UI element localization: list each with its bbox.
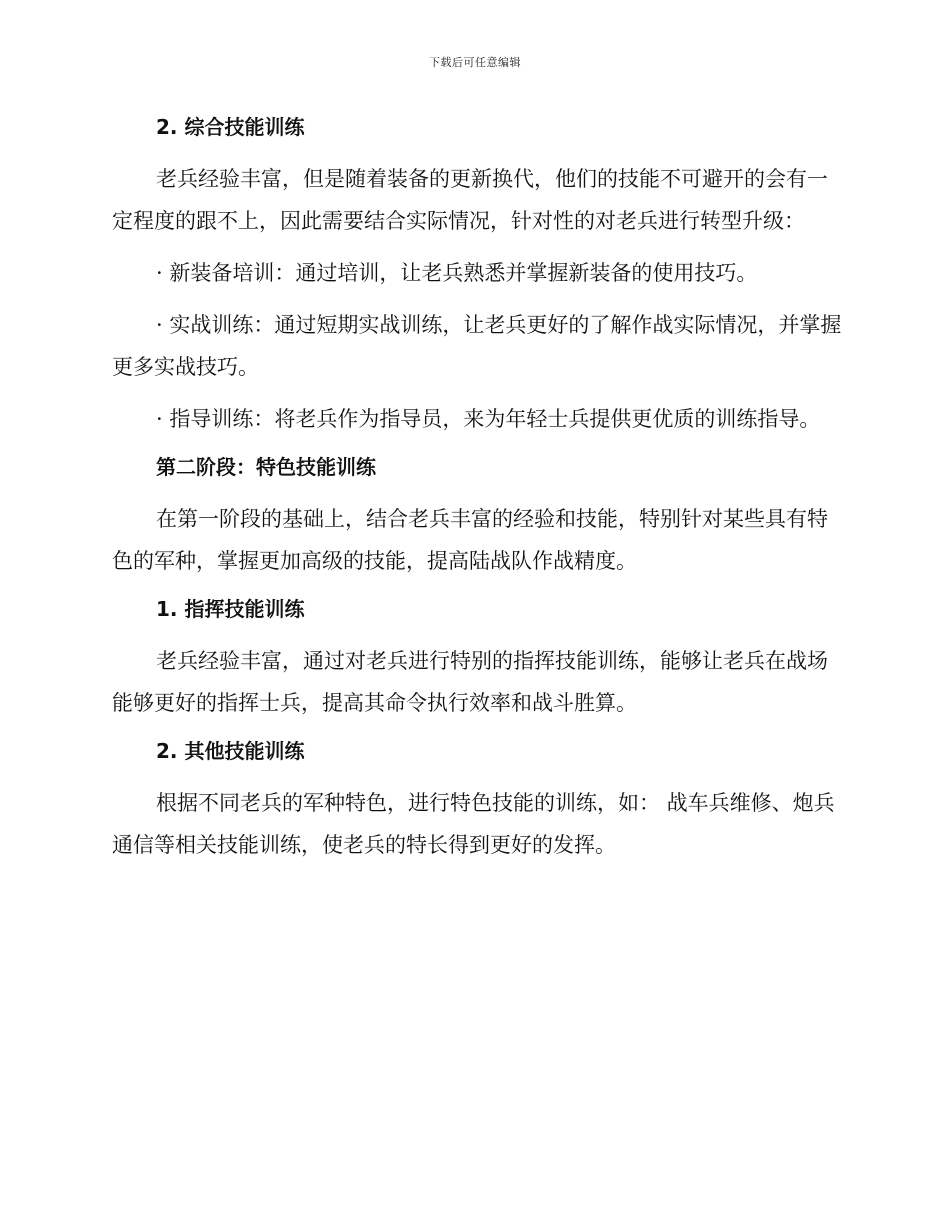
section-heading-stage-two: 第二阶段：特色技能训练 xyxy=(156,455,376,479)
bullet-new-equipment-training: · 新装备培训：通过培训，让老兵熟悉并掌握新装备的使用技巧。 xyxy=(156,261,758,285)
section-heading-command-skills: 1. 指挥技能训练 xyxy=(156,597,305,621)
paragraph-other-skills: 根据不同老兵的军种特色，进行特色技能的训练，如： 战车兵维修、炮兵通信等相关技能训练，使老兵的特长得到更好的发挥。 xyxy=(112,791,835,857)
header-note: 下载后可任意编辑 xyxy=(429,56,521,69)
paragraph-stage-two: 在第一阶段的基础上，结合老兵丰富的经验和技能，特别针对某些具有特色的军种，掌握更加高级的技能，提高陆战队作战精度。 xyxy=(112,507,828,573)
section-heading-other-skills: 2. 其他技能训练 xyxy=(156,739,305,763)
section-heading-comprehensive-skills: 2. 综合技能训练 xyxy=(156,115,305,139)
bullet-combat-training: · 实战训练：通过短期实战训练，让老兵更好的了解作战实际情况，并掌握更多实战技巧。 xyxy=(112,313,842,379)
document-body xyxy=(112,110,842,876)
bullet-instructor-training: · 指导训练：将老兵作为指导员，来为年轻士兵提供更优质的训练指导。 xyxy=(156,407,821,431)
paragraph-command-skills: 老兵经验丰富，通过对老兵进行特别的指挥技能训练，能够让老兵在战场能够更好的指挥士兵，提高其命令执行效率和战斗胜算。 xyxy=(112,649,828,715)
paragraph-veteran-upgrade: 老兵经验丰富，但是随着装备的更新换代，他们的技能不可避开的会有一定程度的跟不上，因此需要结合实际情况，针对性的对老兵进行转型升级： xyxy=(112,167,828,233)
